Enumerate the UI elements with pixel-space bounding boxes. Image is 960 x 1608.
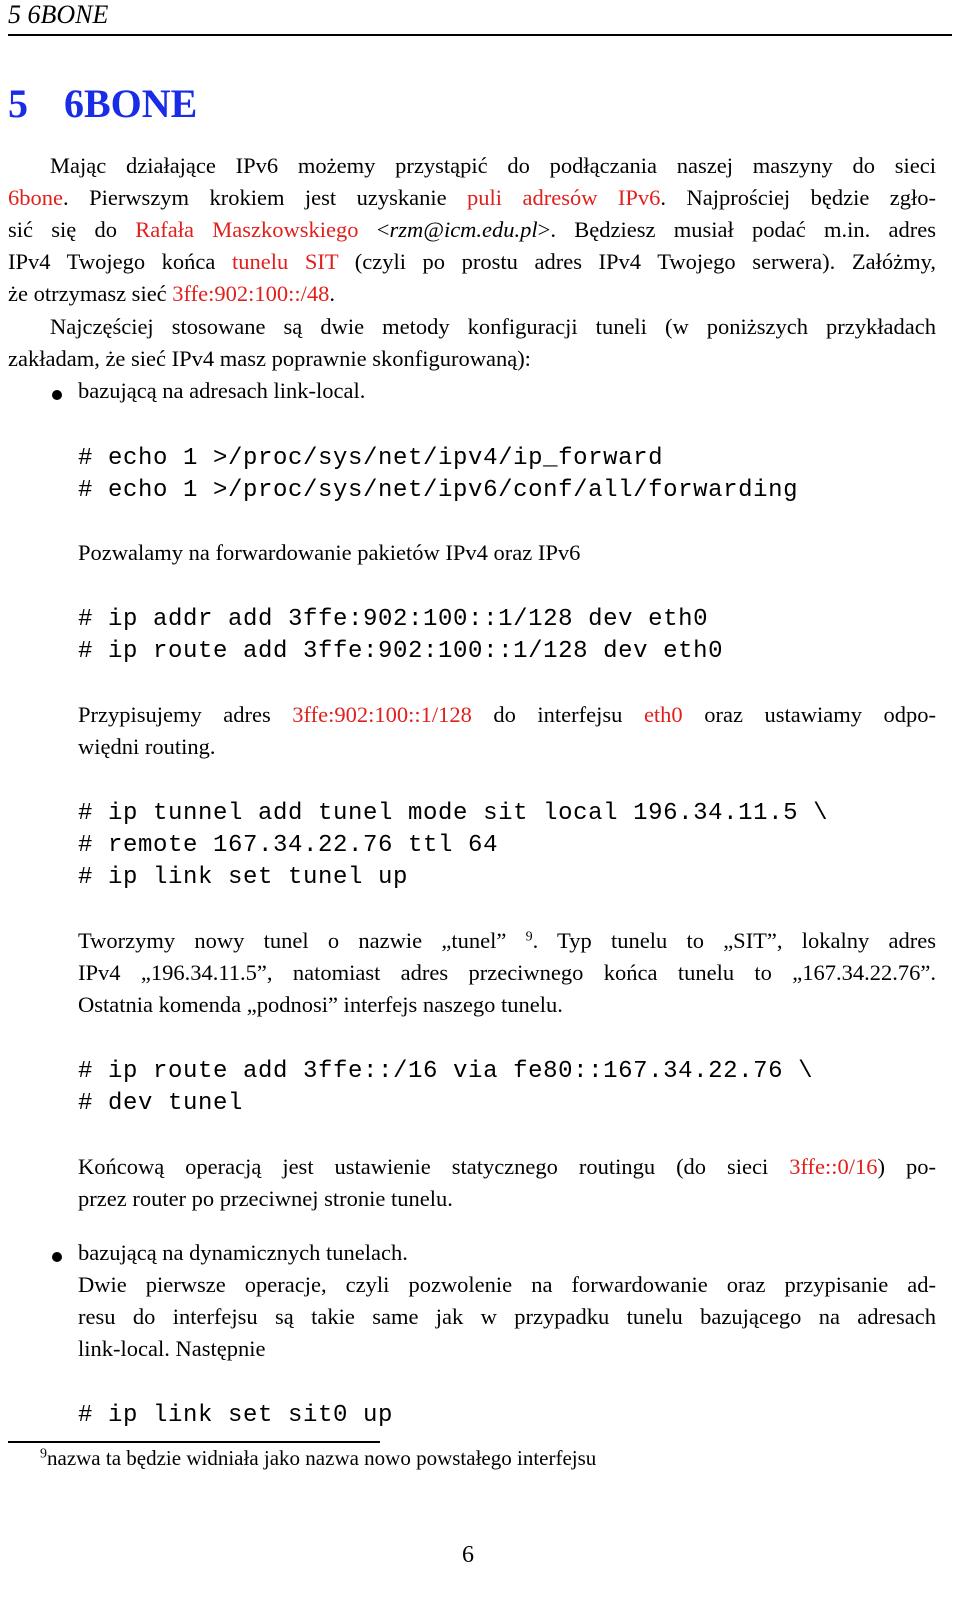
bullet1-text-3-line-1: Tworzymy nowy tunel o nazwie „tunel” $^9$. Typ tunelu to „SIT”, lokalny adres: [78, 928, 936, 953]
footnote-rule: [8, 1441, 380, 1443]
link-network-prefix[interactable]: 3ffe:902:100::/48: [172, 281, 330, 306]
bullet1-text-3-line-2: IPv4 „196.34.11.5”, natomiast adres przeciwnego końca tunelu to „167.34.22.76”.: [78, 960, 936, 985]
footnote-text: nazwa ta będzie widniała jako nazwa nowo powstałego interfejsu: [47, 1446, 597, 1470]
bullet-dot: [52, 1252, 62, 1262]
section-heading: [8, 80, 197, 127]
footnote-number: 9: [40, 1446, 47, 1462]
code-line: # echo 1 >/proc/sys/net/ipv6/conf/all/forwarding: [78, 477, 799, 504]
bullet1-text-4-line-1: Końcową operacją jest ustawienie statycznego routingu (do sieci 3ffe::0/16) po-: [78, 1154, 936, 1179]
intro-line-4: IPv4 Twojego końca tunelu SIT (czyli po prostu adres IPv4 Twojego serwera). Załóżmy,: [8, 249, 936, 274]
code-line: # ip link set sit0 up: [78, 1402, 394, 1429]
link-interface[interactable]: eth0: [643, 702, 683, 727]
bullet1-text-1: Pozwalamy na forwardowanie pakietów IPv4 oraz IPv6: [78, 540, 581, 565]
code-line: # ip tunnel add tunel mode sit local 196.34.11.5 \: [78, 800, 829, 827]
code-line: # ip route add 3ffe:902:100::1/128 dev eth0: [78, 638, 724, 665]
link-6bone[interactable]: 6bone: [8, 185, 63, 210]
link-contact-person[interactable]: Rafała Maszkowskiego: [135, 217, 359, 242]
methods-line-1: Najczęściej stosowane są dwie metody konfiguracji tuneli (w poniższych przykładach: [50, 314, 936, 339]
section-number: 5: [8, 81, 28, 126]
intro-line-3: sić się do Rafała Maszkowskiego <rzm@icm.edu.pl>. Będziesz musiał podać m.in. adres: [8, 217, 936, 242]
section-title: 6BONE: [64, 81, 198, 126]
code-line: # ip link set tunel up: [78, 864, 409, 891]
bullet2-line-1: Dwie pierwsze operacje, czyli pozwolenie na forwardowanie oraz przypisanie ad-: [78, 1272, 936, 1297]
bullet1-text-3-line-3: Ostatnia komenda „podnosi” interfejs naszego tunelu.: [78, 992, 563, 1017]
contact-email: rzm@icm.edu.pl: [389, 217, 538, 242]
link-address[interactable]: 3ffe:902:100::1/128: [292, 702, 472, 727]
code-line: # remote 167.34.22.76 ttl 64: [78, 832, 499, 859]
header-rule: [8, 34, 952, 36]
footnote: [40, 1446, 596, 1471]
code-line: # dev tunel: [78, 1090, 244, 1117]
bullet-dot: [52, 390, 62, 400]
link-address-pool[interactable]: puli adresów IPv6: [467, 185, 661, 210]
bullet1-text-2-line-2: więdni routing.: [78, 734, 216, 759]
code-line: # echo 1 >/proc/sys/net/ipv4/ip_forward: [78, 445, 664, 472]
intro-line-1: Mając działające IPv6 możemy przystąpić do podłączania naszej maszyny do sieci: [50, 153, 936, 178]
footnote-mark[interactable]: 9: [525, 929, 533, 945]
page-number: 6: [462, 1542, 474, 1568]
bullet2-line-3: link-local. Następnie: [78, 1336, 266, 1361]
methods-line-2: zakładam, że sieć IPv4 masz poprawnie skonfigurowaną):: [8, 346, 531, 371]
bullet1-text-2-line-1: Przypisujemy adres 3ffe:902:100::1/128 do interfejsu eth0 oraz ustawiamy odpo-: [78, 702, 936, 727]
code-line: # ip route add 3ffe::/16 via fe80::167.34.22.76 \: [78, 1058, 814, 1085]
intro-line-2: 6bone. Pierwszym krokiem jest uzyskanie puli adresów IPv6. Najprościej będzie zgło-: [8, 185, 937, 210]
code-line: # ip addr add 3ffe:902:100::1/128 dev eth0: [78, 606, 709, 633]
bullet2-line-2: resu do interfejsu są takie same jak w przypadku tunelu bazującego na adresach: [78, 1304, 936, 1329]
bullet1-text-4-line-2: przez router po przeciwnej stronie tunelu.: [78, 1186, 453, 1211]
bullet2-title: bazującą na dynamicznych tunelach.: [78, 1240, 408, 1265]
intro-line-5: że otrzymasz sieć 3ffe:902:100::/48.: [8, 281, 335, 306]
bullet1-title: bazującą na adresach link-local.: [78, 378, 366, 403]
running-header: 5 6BONE: [8, 0, 109, 29]
link-sit-tunnel[interactable]: tunelu SIT: [232, 249, 339, 274]
link-route-prefix[interactable]: 3ffe::0/16: [789, 1154, 878, 1179]
